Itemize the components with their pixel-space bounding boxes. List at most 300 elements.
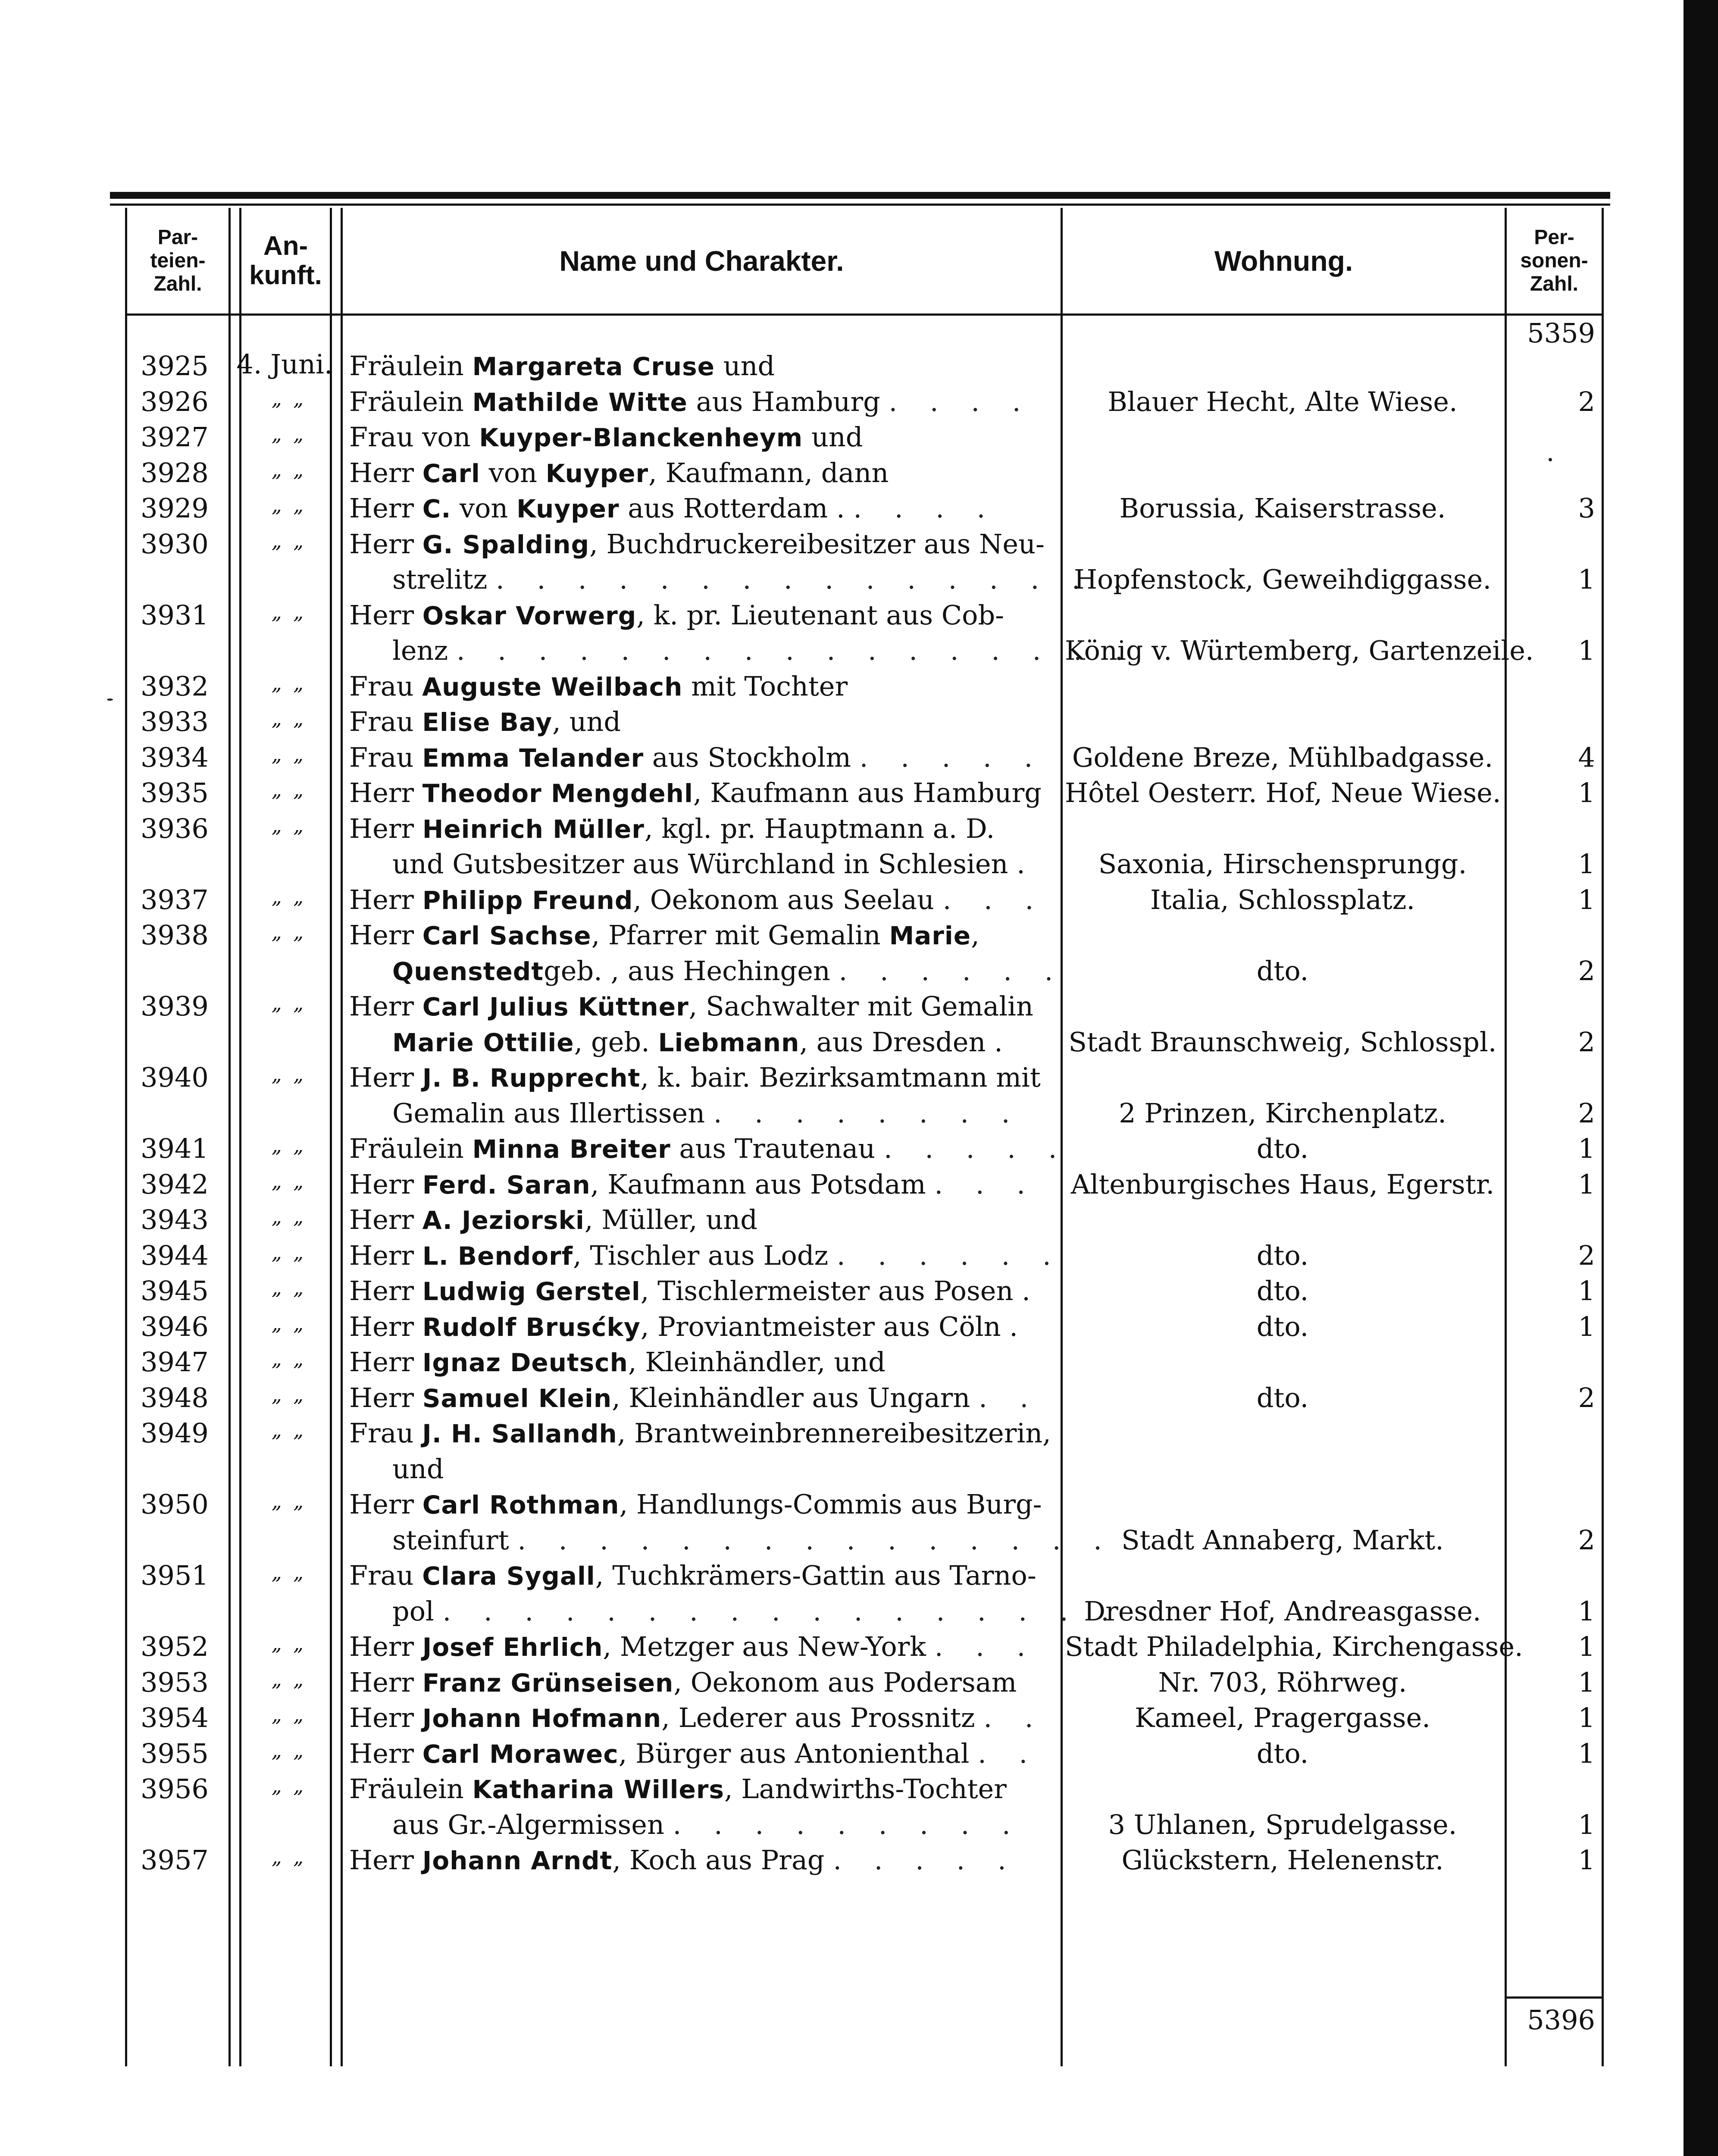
person-name: Johann Hofmann bbox=[422, 1704, 662, 1733]
person-count: 1 bbox=[1578, 777, 1595, 808]
spacer bbox=[970, 1382, 979, 1413]
residence: Blauer Hecht, Alte Wiese. bbox=[1108, 385, 1458, 417]
name-line bbox=[349, 1523, 1114, 1558]
name-text: , und bbox=[552, 706, 621, 737]
arrival-date: „ „ bbox=[271, 458, 307, 481]
name-line bbox=[349, 740, 1045, 776]
name-and-character bbox=[349, 1629, 1039, 1665]
person-title: Herr bbox=[349, 1310, 422, 1342]
residence: Stadt Braunschweig, Schlosspl. bbox=[1068, 1026, 1497, 1058]
leader-dots: . . . . bbox=[889, 385, 1033, 417]
residence: dto. bbox=[1256, 1239, 1309, 1271]
arrival-date: „ „ bbox=[271, 1632, 307, 1655]
leader-dots: . . . . bbox=[853, 492, 998, 524]
leader-dots: . . . . . . . . . . . . . . . . . bbox=[456, 635, 1136, 666]
name-text: , Koch aus Prag bbox=[612, 1844, 825, 1876]
name-line bbox=[349, 1700, 1045, 1736]
spacer bbox=[875, 1133, 884, 1164]
name-line bbox=[349, 1238, 1063, 1274]
header-rule bbox=[125, 313, 1603, 316]
name-and-character bbox=[349, 989, 1039, 1060]
party-number: 3954 bbox=[141, 1702, 209, 1733]
name-text: , Kleinhändler aus Ungarn bbox=[612, 1382, 970, 1413]
table-row bbox=[0, 455, 1681, 491]
spacer bbox=[434, 1595, 443, 1627]
spacer bbox=[828, 1240, 837, 1271]
party-number: 3943 bbox=[141, 1204, 209, 1235]
name-line bbox=[349, 1629, 1039, 1665]
name-text: lenz bbox=[392, 635, 448, 666]
table-row bbox=[0, 1344, 1681, 1380]
table-row bbox=[0, 1131, 1681, 1167]
arrival-date: „ „ bbox=[271, 1489, 307, 1513]
table-row bbox=[0, 1700, 1681, 1736]
party-number: 3951 bbox=[141, 1560, 209, 1591]
party-number: 3945 bbox=[141, 1275, 209, 1307]
name-line bbox=[349, 455, 1039, 491]
arrival-date: „ „ bbox=[271, 671, 307, 695]
residence: dto. bbox=[1256, 1737, 1309, 1769]
arrival-date: „ „ bbox=[271, 1418, 307, 1442]
name-line bbox=[349, 1807, 1039, 1843]
table-row bbox=[0, 1487, 1681, 1558]
person-name: Carl Morawec bbox=[422, 1739, 619, 1769]
person-title: Herr bbox=[349, 1168, 422, 1200]
carryover-total: 5359 bbox=[1527, 317, 1595, 349]
arrival-date: „ „ bbox=[271, 1062, 307, 1086]
person-name: Josef Ehrlich bbox=[422, 1633, 603, 1662]
name-line bbox=[349, 420, 1039, 455]
spacer bbox=[969, 1738, 978, 1769]
table-row bbox=[0, 526, 1681, 598]
name-and-character bbox=[349, 384, 1039, 420]
person-name: Philipp Freund bbox=[422, 885, 633, 915]
party-number: 3937 bbox=[141, 884, 209, 915]
person-title: Herr bbox=[349, 1702, 422, 1733]
residence: Altenburgisches Haus, Egerstr. bbox=[1070, 1168, 1495, 1200]
arrival-date: „ „ bbox=[271, 1774, 307, 1797]
residence: Dresdner Hof, Andreasgasse. bbox=[1084, 1595, 1481, 1627]
name-line bbox=[349, 1273, 1039, 1309]
leader-dots: . . . . . . . . . . . . . . . . . bbox=[442, 1595, 1121, 1627]
spacer bbox=[705, 1097, 713, 1129]
table-row bbox=[0, 775, 1681, 811]
arrival-date: „ „ bbox=[271, 422, 307, 445]
scan-edge-right bbox=[1684, 0, 1718, 2156]
name-text: aus Trautenau bbox=[670, 1133, 876, 1164]
party-number: 3956 bbox=[141, 1773, 209, 1805]
table-row bbox=[0, 1167, 1681, 1203]
person-count: 1 bbox=[1578, 1275, 1595, 1307]
person-title: Herr bbox=[349, 1666, 422, 1698]
top-rule-thin bbox=[110, 204, 1610, 206]
person-title: Fräulein bbox=[349, 1773, 473, 1805]
person-title: Herr bbox=[349, 812, 422, 844]
party-number: 3931 bbox=[141, 599, 209, 631]
residence: Hopfenstock, Geweihdiggasse. bbox=[1073, 564, 1492, 595]
leader-dots: . . bbox=[983, 1702, 1045, 1733]
name-and-character bbox=[349, 1344, 1039, 1380]
header-residence: Wohnung. bbox=[1214, 245, 1353, 277]
ink-speck bbox=[107, 699, 113, 701]
person-name: Clara Sygall bbox=[422, 1561, 595, 1591]
table-row bbox=[0, 1843, 1681, 1878]
name-text: steinfurt bbox=[392, 1524, 509, 1556]
name-text: , Kaufmann aus Potsdam bbox=[590, 1168, 926, 1200]
person-name: Elise Bay bbox=[422, 708, 553, 737]
person-count: 2 bbox=[1578, 1097, 1595, 1129]
person-count: 1 bbox=[1578, 884, 1595, 915]
person-count: 1 bbox=[1578, 848, 1595, 880]
name-line bbox=[349, 1843, 1039, 1878]
person-title: Frau bbox=[349, 706, 422, 737]
name-line bbox=[349, 384, 1039, 420]
name-and-character bbox=[349, 1202, 1039, 1238]
party-number: 3934 bbox=[141, 741, 209, 773]
name-and-character bbox=[349, 1487, 1114, 1558]
leader-dots: . . . . . . . . . . . . . . . bbox=[517, 1524, 1114, 1556]
spacer bbox=[487, 564, 496, 595]
name-text: , Sachwalter mit Gemalin bbox=[688, 990, 1033, 1022]
person-title: Frau bbox=[349, 1560, 422, 1591]
leader-dots: . . bbox=[978, 1737, 1040, 1769]
table-row bbox=[0, 384, 1681, 420]
name-line bbox=[349, 526, 1045, 562]
leader-dots: . . . bbox=[934, 1168, 1037, 1200]
name-line bbox=[349, 1736, 1039, 1772]
arrival-date: „ „ bbox=[271, 742, 307, 766]
table-row bbox=[0, 882, 1681, 918]
name-text: von bbox=[451, 492, 517, 524]
name-and-character bbox=[349, 775, 1042, 811]
person-title: Herr bbox=[349, 1844, 422, 1876]
person-title: Frau bbox=[349, 741, 422, 773]
arrival-date: 4. Juni. bbox=[236, 348, 333, 380]
ink-speck bbox=[1549, 458, 1552, 461]
person-name: Carl Sachse bbox=[422, 921, 591, 950]
name-line bbox=[349, 633, 1136, 669]
party-number: 3929 bbox=[141, 492, 209, 524]
person-name: Kuyper bbox=[545, 458, 649, 488]
person-count: 3 bbox=[1578, 492, 1595, 524]
person-name: Johann Arndt bbox=[422, 1846, 613, 1875]
name-and-character bbox=[349, 1273, 1039, 1309]
person-count: 1 bbox=[1578, 1666, 1595, 1698]
name-line bbox=[349, 1202, 1039, 1238]
spacer bbox=[825, 1844, 833, 1876]
name-text: , Lederer aus Prossnitz bbox=[661, 1702, 975, 1733]
person-title: Herr bbox=[349, 457, 422, 489]
party-number: 3930 bbox=[141, 528, 209, 560]
name-text: , Brantweinbrennereibesitzerin, bbox=[617, 1417, 1051, 1449]
name-text: aus Rotterdam . bbox=[619, 492, 845, 524]
name-line bbox=[349, 1096, 1039, 1131]
name-text: , aus Dresden . bbox=[799, 1026, 1003, 1058]
table-row bbox=[0, 811, 1681, 882]
name-text: , Kleinhändler, und bbox=[628, 1346, 886, 1378]
residence: 2 Prinzen, Kirchenplatz. bbox=[1119, 1097, 1446, 1129]
party-number: 3948 bbox=[141, 1382, 209, 1413]
name-and-character bbox=[349, 1843, 1039, 1878]
person-name: A. Jeziorski bbox=[422, 1206, 585, 1235]
person-name: Minna Breiter bbox=[472, 1134, 671, 1164]
name-line bbox=[349, 918, 1039, 953]
name-text: , Oekonom aus Seelau bbox=[633, 884, 934, 915]
person-count: 1 bbox=[1578, 1844, 1595, 1876]
residence: Hôtel Oesterr. Hof, Neue Wiese. bbox=[1065, 777, 1501, 808]
name-and-character bbox=[349, 918, 1065, 989]
name-text: , k. bair. Bezirksamtmann mit bbox=[640, 1062, 1041, 1093]
table-row bbox=[0, 348, 1681, 384]
table-row bbox=[0, 598, 1681, 669]
person-name: Mathilde Witte bbox=[472, 387, 688, 417]
name-line bbox=[349, 811, 1039, 847]
name-line bbox=[349, 1771, 1039, 1807]
person-count: 1 bbox=[1578, 1595, 1595, 1627]
name-and-character bbox=[349, 491, 1039, 526]
arrival-date: „ „ bbox=[271, 1703, 307, 1726]
arrival-date: „ „ bbox=[271, 1667, 307, 1691]
party-number: 3957 bbox=[141, 1844, 209, 1876]
name-and-character bbox=[349, 1416, 1051, 1487]
person-name: J. B. Rupprecht bbox=[422, 1063, 641, 1093]
arrival-date: „ „ bbox=[271, 778, 307, 801]
arrival-date: „ „ bbox=[271, 1205, 307, 1228]
name-line bbox=[349, 953, 1065, 989]
spacer bbox=[851, 742, 860, 773]
residence: dto. bbox=[1256, 955, 1309, 987]
name-and-character bbox=[349, 882, 1046, 918]
name-line bbox=[349, 348, 1039, 384]
name-text: , Müller, und bbox=[584, 1204, 757, 1235]
name-line bbox=[349, 846, 1039, 882]
person-name: Kuyper-Blanckenheym bbox=[479, 423, 803, 452]
name-and-character bbox=[349, 1131, 1069, 1167]
arrival-date: „ „ bbox=[271, 1738, 307, 1762]
name-text: , Kaufmann, dann bbox=[648, 457, 889, 489]
leader-dots: . . . . . . . . bbox=[713, 1097, 1022, 1129]
table-row bbox=[0, 669, 1681, 705]
name-line bbox=[349, 989, 1039, 1025]
person-name: Theodor Mengdehl bbox=[422, 779, 693, 808]
name-text: und bbox=[714, 350, 775, 382]
spacer bbox=[975, 1702, 984, 1733]
party-number: 3946 bbox=[141, 1310, 209, 1342]
party-number: 3955 bbox=[141, 1737, 209, 1769]
party-number: 3938 bbox=[141, 919, 209, 951]
name-text: , Proviantmeister aus Cöln . bbox=[640, 1310, 1018, 1342]
person-title: Frau bbox=[349, 1417, 422, 1449]
person-title: Herr bbox=[349, 1275, 422, 1307]
person-name: J. H. Sallandh bbox=[422, 1419, 617, 1448]
name-text: , Oekonom aus Podersam bbox=[673, 1666, 1017, 1698]
table-row bbox=[0, 1060, 1681, 1131]
table-row bbox=[0, 918, 1681, 989]
leader-dots: . . . . . bbox=[883, 1133, 1069, 1164]
name-and-character bbox=[349, 1380, 1039, 1416]
leader-dots: . . . bbox=[934, 1631, 1038, 1662]
residence: dto. bbox=[1256, 1133, 1309, 1164]
table-row bbox=[0, 704, 1681, 740]
name-text: , Tischlermeister aus Posen . bbox=[640, 1275, 1030, 1307]
person-count: 2 bbox=[1578, 1026, 1595, 1058]
name-and-character bbox=[349, 455, 1039, 491]
name-and-character bbox=[349, 1309, 1039, 1345]
person-count: 2 bbox=[1578, 1239, 1595, 1271]
name-line bbox=[349, 1416, 1051, 1451]
name-and-character bbox=[349, 1771, 1039, 1843]
person-title: Herr bbox=[349, 990, 422, 1022]
party-number: 3952 bbox=[141, 1631, 209, 1662]
person-title: Fräulein bbox=[349, 350, 473, 382]
name-and-character bbox=[349, 811, 1039, 882]
name-line bbox=[349, 882, 1046, 918]
person-title: Fräulein bbox=[349, 385, 473, 417]
person-title: Herr bbox=[349, 1062, 422, 1093]
header-party-number: Par- teien- Zahl. bbox=[150, 226, 206, 295]
sum-rule-main bbox=[1507, 1996, 1602, 1999]
name-line bbox=[349, 669, 1039, 705]
residence: Stadt Annaberg, Markt. bbox=[1121, 1524, 1444, 1556]
residence: Borussia, Kaiserstrasse. bbox=[1119, 492, 1446, 524]
residence: Glückstern, Helenenstr. bbox=[1121, 1844, 1444, 1876]
name-line bbox=[349, 1487, 1042, 1523]
party-number: 3925 bbox=[141, 350, 209, 382]
party-number: 3926 bbox=[141, 385, 209, 417]
arrival-date: „ „ bbox=[271, 386, 307, 410]
leader-dots: . . . . . . . . . bbox=[673, 1808, 1023, 1840]
party-number: 3944 bbox=[141, 1239, 209, 1271]
arrival-date: „ „ bbox=[271, 600, 307, 624]
name-text: von bbox=[480, 457, 546, 489]
header-name: Name und Charakter. bbox=[559, 245, 844, 277]
person-name: Carl Julius Küttner bbox=[422, 992, 689, 1022]
name-and-character bbox=[349, 704, 1039, 740]
residence: Nr. 703, Röhrweg. bbox=[1158, 1666, 1407, 1698]
person-name: Katharina Willers bbox=[472, 1775, 724, 1804]
name-line bbox=[349, 1309, 1039, 1345]
residence: dto. bbox=[1256, 1310, 1309, 1342]
name-text: , Kaufmann aus Hamburg bbox=[693, 777, 1042, 808]
final-total: 5396 bbox=[1527, 2004, 1595, 2036]
name-text: , Tischler aus Lodz bbox=[573, 1239, 829, 1271]
person-name: Oskar Vorwerg bbox=[422, 601, 637, 630]
person-name: Emma Telander bbox=[422, 743, 644, 773]
person-count: 1 bbox=[1578, 1702, 1595, 1733]
name-text: , geb. bbox=[574, 1026, 658, 1058]
name-line bbox=[349, 562, 1133, 598]
party-number: 3942 bbox=[141, 1168, 209, 1200]
arrival-date: „ „ bbox=[271, 920, 307, 943]
table-row bbox=[0, 1736, 1681, 1772]
table-row bbox=[0, 1273, 1681, 1309]
residence: Kameel, Pragergasse. bbox=[1135, 1702, 1430, 1733]
arrival-date: „ „ bbox=[271, 1134, 307, 1157]
name-line bbox=[349, 1131, 1069, 1167]
name-text: und bbox=[803, 421, 863, 453]
residence: 3 Uhlanen, Sprudelgasse. bbox=[1108, 1808, 1457, 1840]
table-row bbox=[0, 989, 1681, 1060]
arrival-date: „ „ bbox=[271, 707, 307, 730]
spacer bbox=[926, 1631, 935, 1662]
residence: Saxonia, Hirschensprungg. bbox=[1098, 848, 1467, 880]
name-and-character bbox=[349, 1167, 1039, 1203]
name-text: pol bbox=[392, 1595, 434, 1627]
name-text: mit Tochter bbox=[682, 670, 848, 702]
arrival-date: „ „ bbox=[271, 884, 307, 908]
person-title: Herr bbox=[349, 1204, 422, 1235]
person-name: Carl Rothman bbox=[422, 1490, 620, 1520]
spacer bbox=[664, 1809, 673, 1840]
person-name: Samuel Klein bbox=[422, 1383, 612, 1413]
name-and-character bbox=[349, 526, 1133, 598]
name-text: , bbox=[971, 919, 979, 951]
spacer bbox=[830, 955, 839, 987]
name-line bbox=[349, 1025, 1039, 1060]
spacer bbox=[448, 635, 457, 666]
name-text: , Buchdruckereibesitzer aus Neu- bbox=[589, 528, 1045, 560]
person-count: 2 bbox=[1578, 1524, 1595, 1556]
person-count: 1 bbox=[1578, 1808, 1595, 1840]
party-number: 3941 bbox=[141, 1133, 209, 1164]
person-title: Herr bbox=[349, 492, 422, 524]
residence: dto. bbox=[1256, 1382, 1309, 1413]
leader-dots: . . . . . . . . . . . . . . . . bbox=[496, 564, 1133, 595]
name-text: strelitz bbox=[392, 564, 488, 595]
name-text: , aus Hechingen bbox=[610, 955, 830, 987]
person-count: 1 bbox=[1578, 564, 1595, 595]
person-name: Franz Grünseisen bbox=[422, 1668, 674, 1698]
name-text: , Bürger aus Antonienthal bbox=[618, 1737, 970, 1769]
name-and-character bbox=[349, 1060, 1039, 1131]
name-text: , Landwirths-Tochter bbox=[724, 1773, 1007, 1805]
name-line bbox=[349, 775, 1042, 811]
leader-dots: . . . bbox=[942, 884, 1046, 915]
person-name: G. Spalding bbox=[422, 530, 590, 559]
spacer bbox=[926, 1169, 935, 1200]
person-name: Quenstedt bbox=[392, 956, 544, 986]
person-title: Frau von bbox=[349, 421, 479, 453]
person-name: Carl bbox=[422, 458, 480, 488]
person-name: Ludwig Gerstel bbox=[422, 1277, 641, 1306]
person-count: 1 bbox=[1578, 1631, 1595, 1662]
person-name: Auguste Weilbach bbox=[422, 672, 683, 702]
person-count: 4 bbox=[1578, 741, 1595, 773]
table-row bbox=[0, 1380, 1681, 1416]
person-count: 2 bbox=[1578, 1382, 1595, 1413]
name-line bbox=[349, 1380, 1039, 1416]
name-line bbox=[349, 1344, 1039, 1380]
party-number: 3947 bbox=[141, 1346, 209, 1378]
leader-dots: . . bbox=[979, 1382, 1041, 1413]
name-text: aus Gr.-Algermissen bbox=[392, 1808, 664, 1840]
name-text: , Tuchkrämers-Gattin aus Tarno- bbox=[595, 1560, 1036, 1591]
name-text: , Handlungs-Commis aus Burg- bbox=[619, 1489, 1042, 1520]
person-name: C. bbox=[422, 494, 451, 523]
person-name: Ferd. Saran bbox=[422, 1170, 591, 1200]
name-text: , k. pr. Lieutenant aus Cob- bbox=[636, 599, 1005, 631]
spacer bbox=[880, 386, 889, 417]
person-count: 1 bbox=[1578, 1737, 1595, 1769]
person-title: Herr bbox=[349, 1737, 422, 1769]
name-and-character bbox=[349, 1558, 1121, 1629]
table-row bbox=[0, 1771, 1681, 1843]
party-number: 3932 bbox=[141, 670, 209, 702]
name-text: und bbox=[392, 1453, 444, 1485]
name-and-character bbox=[349, 1700, 1045, 1736]
leader-dots: . . . . . bbox=[859, 741, 1045, 773]
person-name: L. Bendorf bbox=[422, 1241, 573, 1271]
